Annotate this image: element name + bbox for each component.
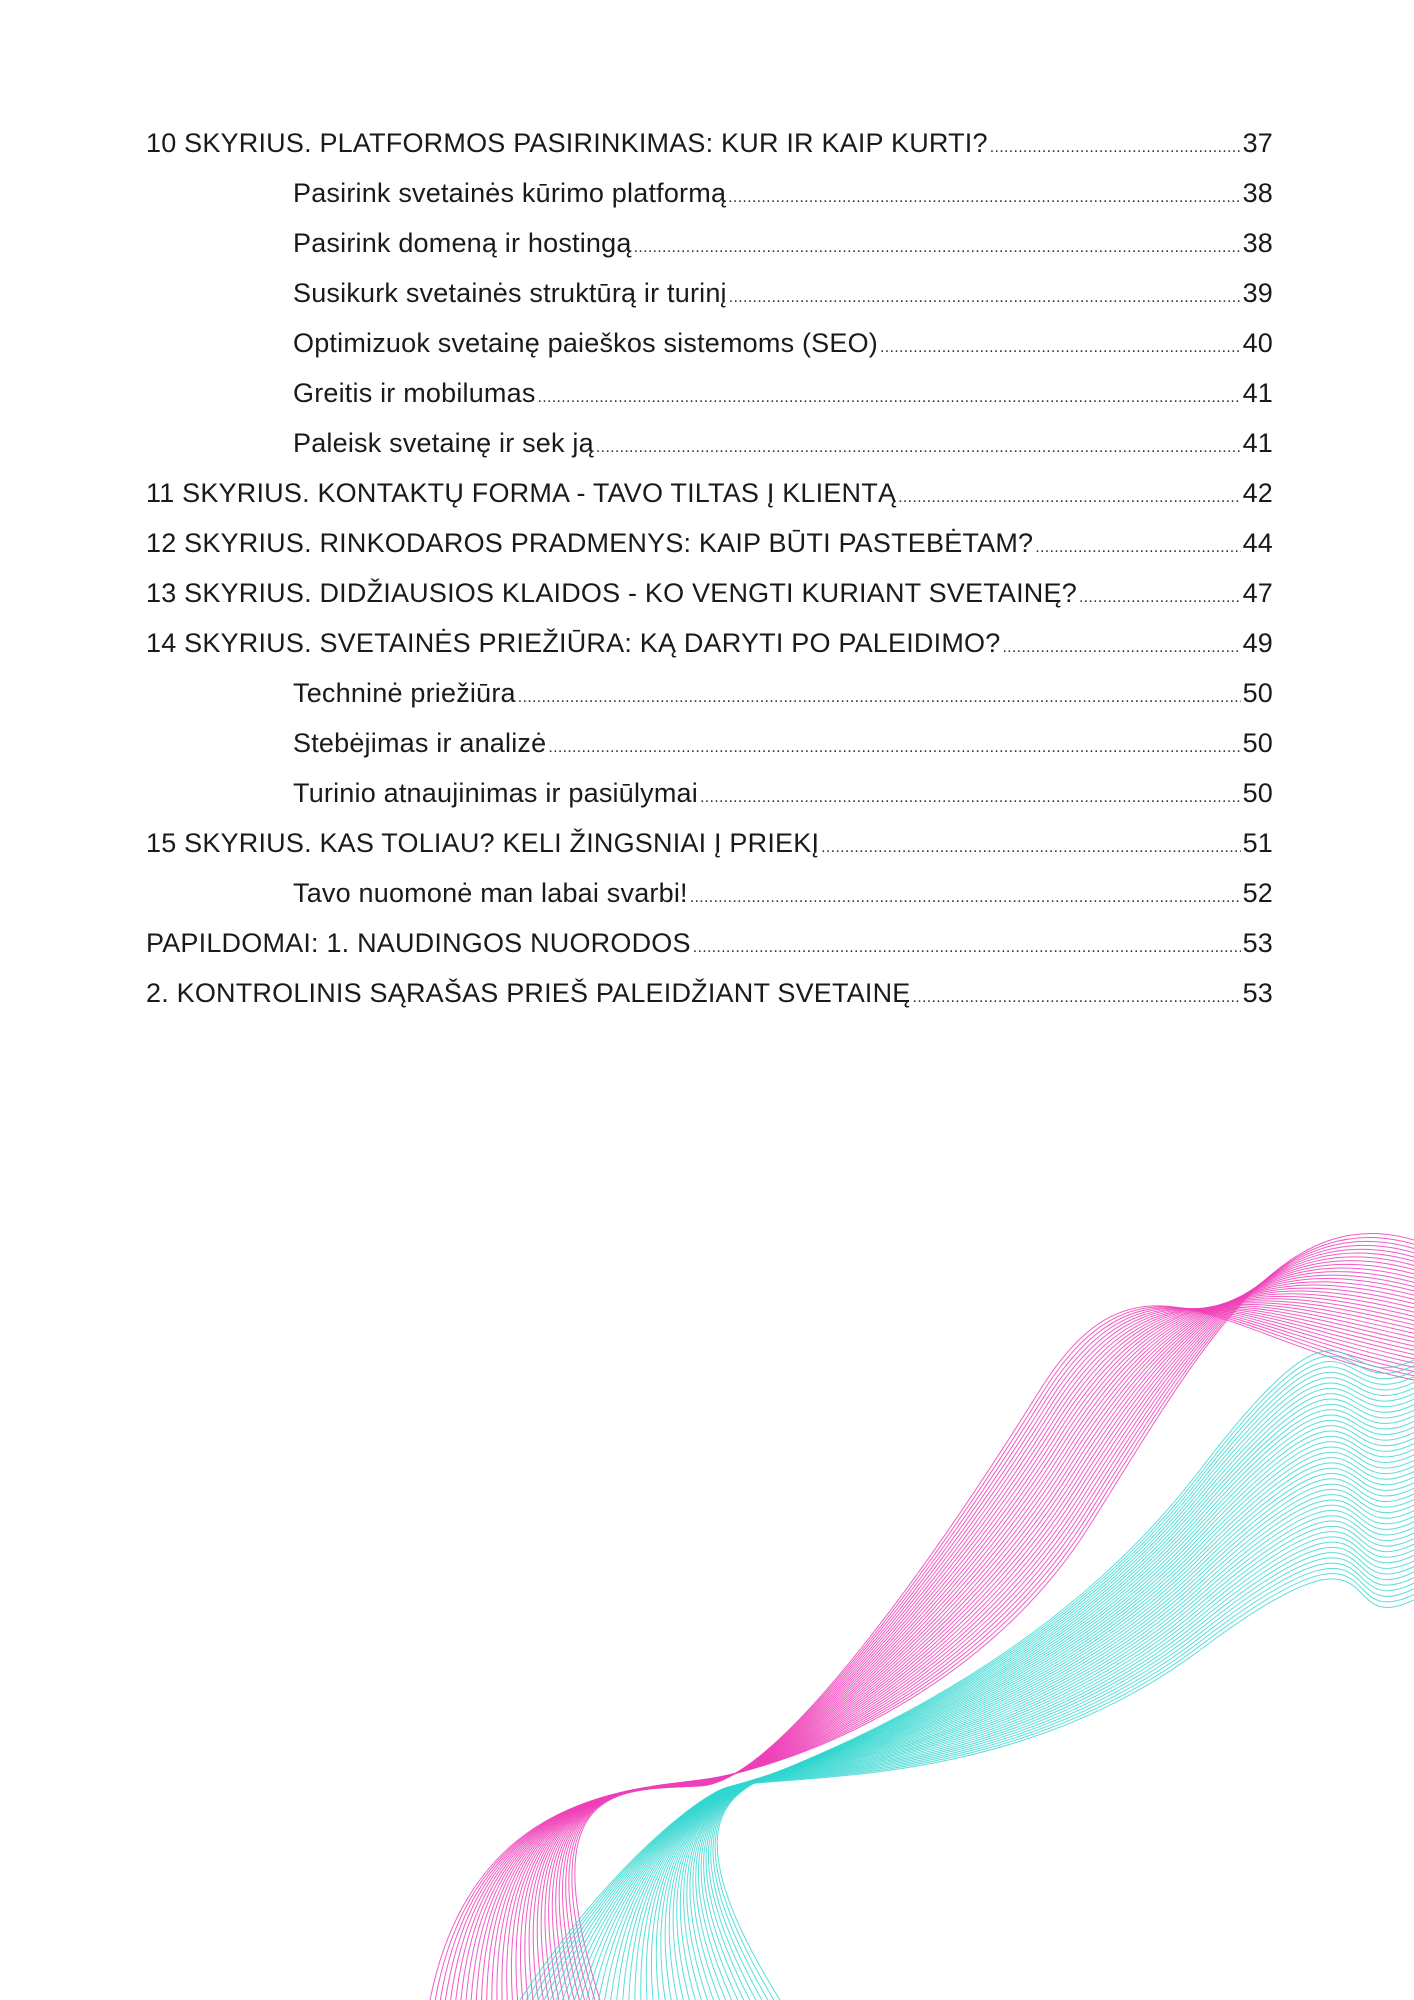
wave-line — [529, 1301, 1414, 2000]
toc-entry-page: 44 — [1242, 528, 1273, 558]
toc-leader-dots — [596, 439, 1241, 457]
toc-entry[interactable] — [146, 528, 1273, 568]
wave-line — [471, 1264, 1414, 2000]
toc-entry[interactable] — [293, 178, 1273, 218]
pink-wave-bundle — [430, 1233, 1414, 2000]
toc-entry-title: 12 SKYRIUS. RINKODAROS PRADMENYS: KAIP BŪTI PASTEBĖTAM? — [146, 528, 1034, 558]
toc-entry-page: 50 — [1242, 778, 1273, 808]
toc-entry[interactable] — [293, 878, 1273, 918]
toc-entry-title: Susikurk svetainės struktūrą ir turinį — [293, 278, 727, 308]
wave-line — [708, 1372, 1414, 2000]
wave-line — [599, 1510, 1414, 2000]
wave-line — [651, 1463, 1414, 2000]
toc-entry-page: 52 — [1242, 878, 1273, 908]
toc-entry[interactable] — [293, 728, 1273, 768]
wave-line — [533, 1303, 1414, 2000]
wave-line — [713, 1362, 1414, 2000]
wave-line — [511, 1291, 1414, 2000]
wave-line — [687, 1415, 1414, 2000]
toc-entry-title: Optimizuok svetainę paieškos sistemoms (SEO) — [293, 328, 878, 358]
wave-line — [635, 1479, 1414, 2000]
wave-line — [711, 1367, 1414, 2000]
toc-entry-page: 50 — [1242, 678, 1273, 708]
wave-line — [623, 1489, 1414, 2000]
toc-entry[interactable] — [293, 778, 1273, 818]
wave-line — [476, 1268, 1414, 2000]
wave-line — [690, 1410, 1414, 2000]
toc-entry-page: 47 — [1242, 578, 1273, 608]
toc-entry[interactable] — [146, 578, 1273, 618]
wave-line — [562, 1542, 1414, 2000]
wave-line — [701, 1388, 1414, 2000]
wave-line — [605, 1505, 1414, 2000]
wave-line — [646, 1468, 1414, 2000]
wave-line — [502, 1285, 1414, 2000]
wave-line — [715, 1356, 1414, 2000]
toc-entry[interactable] — [146, 128, 1273, 168]
wave-line — [507, 1288, 1414, 2000]
wave-line — [525, 1299, 1414, 2000]
wave-line — [541, 1306, 1414, 2000]
wave-line — [669, 1442, 1414, 2000]
toc-entry-title: 15 SKYRIUS. KAS TOLIAU? KELI ŽINGSNIAI Į PRIEKĮ — [146, 828, 820, 858]
toc-entry-title: 2. KONTROLINIS SĄRAŠAS PRIEŠ PALEIDŽIANT SVETAINĘ — [146, 978, 911, 1008]
wave-line — [559, 1309, 1414, 2000]
wave-line — [684, 1420, 1414, 2000]
wave-line — [665, 1447, 1414, 2000]
wave-line — [661, 1452, 1414, 2000]
wave-line — [593, 1516, 1414, 2000]
toc-entry-page: 50 — [1242, 728, 1273, 758]
wave-line — [566, 1308, 1414, 2000]
toc-entry-title: Pasirink svetainės kūrimo platformą — [293, 178, 727, 208]
toc-entry[interactable] — [293, 228, 1273, 268]
wave-line — [696, 1399, 1414, 2000]
toc-entry-title: Techninė priežiūra — [293, 678, 516, 708]
wave-line — [544, 1558, 1414, 2000]
wave-line — [574, 1532, 1414, 2000]
toc-leader-dots — [821, 839, 1240, 857]
wave-line — [466, 1261, 1414, 2000]
toc-entry[interactable] — [293, 328, 1273, 368]
wave-line — [516, 1294, 1414, 2000]
wave-line — [532, 1568, 1414, 2000]
toc-entry-page: 39 — [1242, 278, 1273, 308]
wave-line — [562, 1308, 1414, 2000]
toc-entry[interactable] — [146, 928, 1273, 968]
wave-line — [435, 1237, 1414, 2000]
wave-line — [617, 1495, 1414, 2000]
wave-line — [545, 1307, 1414, 2000]
wave-line — [656, 1458, 1414, 2000]
wave-line — [430, 1233, 1414, 2000]
toc-leader-dots — [913, 989, 1241, 1007]
wave-line — [580, 1526, 1414, 2000]
wave-line — [556, 1309, 1414, 2000]
toc-entry-page: 41 — [1242, 428, 1273, 458]
toc-entry-title: 13 SKYRIUS. DIDŽIAUSIOS KLAIDOS - KO VENGTI KURIANT SVETAINĘ? — [146, 578, 1077, 608]
toc-leader-dots — [693, 939, 1241, 957]
wave-line — [440, 1241, 1414, 2000]
wave-line — [698, 1394, 1414, 2000]
wave-line — [497, 1282, 1414, 2000]
wave-line — [520, 1579, 1414, 2000]
toc-entry-page: 38 — [1242, 228, 1273, 258]
toc-entry[interactable] — [146, 828, 1273, 868]
cyan-wave-bundle — [520, 1351, 1414, 2000]
wave-line — [677, 1431, 1414, 2000]
wave-line — [680, 1426, 1414, 2000]
toc-entry-page: 40 — [1242, 328, 1273, 358]
toc-entry-page: 42 — [1242, 478, 1273, 508]
wave-line — [552, 1308, 1414, 2000]
toc-leader-dots — [1035, 539, 1240, 557]
wave-line — [569, 1308, 1414, 2000]
wave-line — [717, 1351, 1414, 2000]
toc-leader-dots — [538, 389, 1241, 407]
wave-line — [556, 1547, 1414, 2000]
toc-leader-dots — [1079, 589, 1241, 607]
wave-line — [549, 1308, 1414, 2000]
toc-entry[interactable] — [293, 378, 1273, 418]
wave-line — [520, 1296, 1414, 2000]
toc-leader-dots — [548, 739, 1240, 757]
wave-line — [526, 1574, 1414, 2000]
toc-leader-dots — [518, 689, 1241, 707]
wave-line — [492, 1279, 1414, 2000]
toc-entry-title: Pasirink domeną ir hostingą — [293, 228, 632, 258]
wave-line — [575, 1306, 1414, 2000]
wave-line — [445, 1245, 1414, 2000]
wave-line — [550, 1553, 1414, 2000]
toc-entry-title: Greitis ir mobilumas — [293, 378, 536, 408]
wave-line — [629, 1484, 1414, 2000]
toc-entry-page: 37 — [1242, 128, 1273, 158]
toc-entry-page: 41 — [1242, 378, 1273, 408]
toc-entry-title: 14 SKYRIUS. SVETAINĖS PRIEŽIŪRA: KĄ DARYTI PO PALEIDIMO? — [146, 628, 1001, 658]
toc-leader-dots — [690, 889, 1241, 907]
toc-entry[interactable] — [146, 478, 1273, 518]
toc-leader-dots — [729, 289, 1241, 307]
wave-line — [693, 1404, 1414, 2000]
wave-line — [451, 1249, 1414, 2000]
wave-line — [538, 1563, 1414, 2000]
wave-line — [673, 1436, 1414, 2000]
toc-leader-dots — [990, 139, 1241, 157]
wave-line — [641, 1473, 1414, 2000]
wave-line — [487, 1275, 1414, 2000]
toc-leader-dots — [700, 789, 1241, 807]
toc-leader-dots — [728, 189, 1240, 207]
toc-entry-title: Turinio atnaujinimas ir pasiūlymai — [293, 778, 698, 808]
toc-entry[interactable] — [146, 628, 1273, 668]
toc-entry-title: 10 SKYRIUS. PLATFORMOS PASIRINKIMAS: KUR IR KAIP KURTI? — [146, 128, 988, 158]
toc-entry-title: Stebėjimas ir analizė — [293, 728, 547, 758]
toc-leader-dots — [898, 489, 1240, 507]
wave-line — [461, 1257, 1414, 2000]
toc-entry-title: Paleisk svetainę ir sek ją — [293, 428, 594, 458]
toc-entry[interactable] — [293, 278, 1273, 318]
toc-entry-page: 38 — [1242, 178, 1273, 208]
toc-entry-title: Tavo nuomonė man labai svarbi! — [293, 878, 688, 908]
toc-entry-page: 53 — [1242, 978, 1273, 1008]
toc-leader-dots — [1002, 639, 1240, 657]
toc-leader-dots — [634, 239, 1241, 257]
toc-entry-page: 49 — [1242, 628, 1273, 658]
wave-line — [706, 1378, 1414, 2000]
toc-entry[interactable] — [293, 678, 1273, 718]
wave-line — [456, 1253, 1414, 2000]
toc-entry-title: 11 SKYRIUS. KONTAKTŲ FORMA - TAVO TILTAS Į KLIENTĄ — [146, 478, 897, 508]
toc-entry-page: 53 — [1242, 928, 1273, 958]
toc-entry-page: 51 — [1242, 828, 1273, 858]
wave-line — [704, 1383, 1414, 2000]
toc-leader-dots — [880, 339, 1241, 357]
toc-entry-title: PAPILDOMAI: 1. NAUDINGOS NUORODOS — [146, 928, 691, 958]
wave-line — [537, 1304, 1414, 2000]
toc-entry[interactable] — [293, 428, 1273, 468]
wave-line — [572, 1307, 1414, 2000]
wave-line — [568, 1537, 1414, 2000]
wave-line — [611, 1500, 1414, 2000]
wave-line — [587, 1521, 1414, 2000]
wave-line — [482, 1272, 1414, 2000]
toc-entry[interactable] — [146, 978, 1273, 1018]
